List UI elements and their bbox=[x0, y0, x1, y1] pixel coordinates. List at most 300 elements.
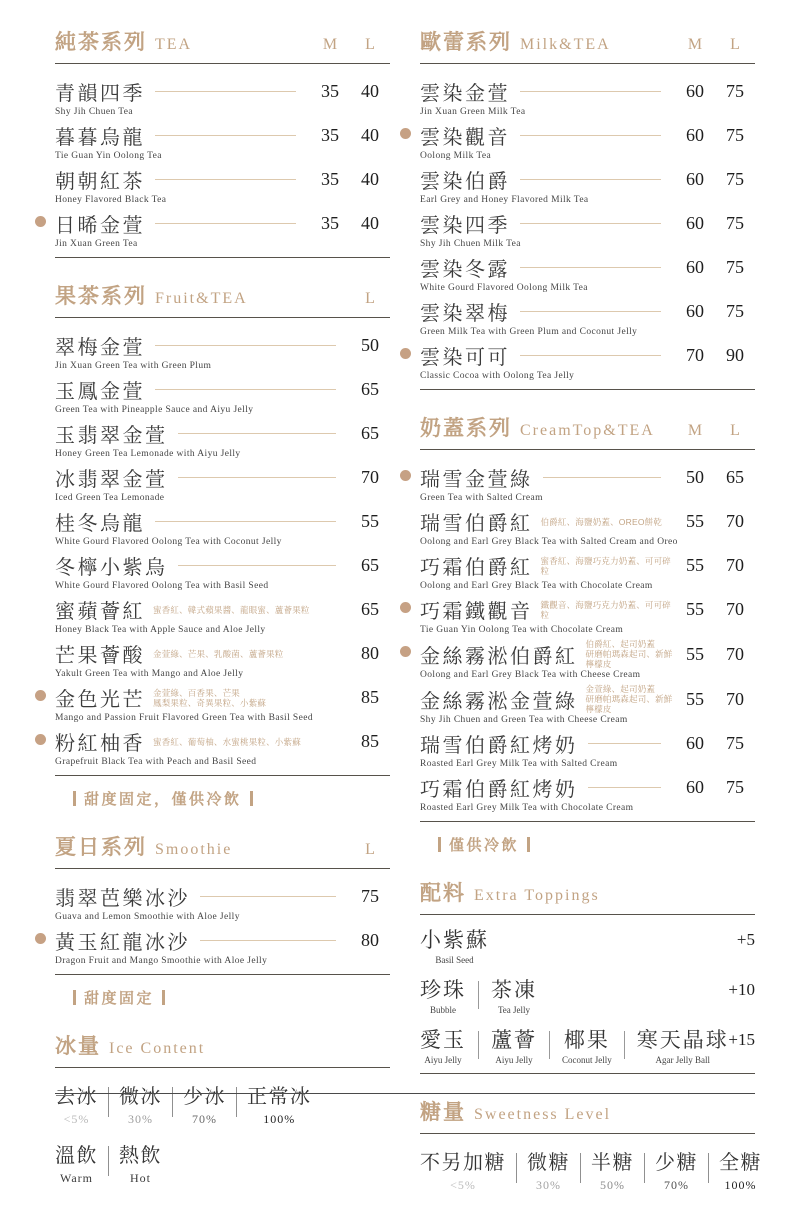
topping-option bbox=[637, 1028, 729, 1065]
item-price: 55 bbox=[686, 688, 704, 709]
item-price: 40 bbox=[361, 169, 379, 189]
item-prices bbox=[675, 733, 755, 754]
section-title: 果茶系列 bbox=[55, 285, 147, 308]
leader-line bbox=[155, 345, 336, 346]
item-price: 75 bbox=[726, 301, 744, 321]
item-name: 瑞雪金萱綠 bbox=[420, 469, 533, 491]
menu-item bbox=[420, 639, 755, 680]
item-name: 翠梅金萱 bbox=[55, 337, 145, 359]
item-price: 75 bbox=[726, 257, 744, 277]
item-name: 巧霜伯爵紅烤奶 bbox=[420, 779, 578, 801]
item-prices bbox=[310, 213, 390, 234]
section-milk-tea bbox=[420, 26, 755, 390]
size-columns bbox=[675, 36, 755, 54]
size-columns bbox=[675, 422, 755, 440]
menu-item-main bbox=[55, 882, 390, 911]
item-price: 35 bbox=[321, 169, 339, 189]
menu-item bbox=[420, 341, 755, 381]
item-english-name: Dragon Fruit and Mango Smoothie with Aloe Jelly bbox=[55, 956, 268, 966]
item-ingredients-note bbox=[153, 649, 350, 659]
item-price: 60 bbox=[686, 81, 704, 101]
item-prices bbox=[675, 81, 755, 102]
option-ice-content bbox=[247, 1084, 312, 1127]
leader-line bbox=[520, 311, 661, 312]
menu-item bbox=[420, 463, 755, 503]
section-pure-tea bbox=[55, 26, 390, 258]
item-name: 巧霜鐵觀音 bbox=[420, 601, 533, 623]
item-price: 35 bbox=[321, 81, 339, 101]
item-name: 瑞雪伯爵紅烤奶 bbox=[420, 735, 578, 757]
item-english-name: Shy Jih Chuen and Green Tea with Cheese Cream bbox=[420, 715, 628, 725]
topping-divider bbox=[549, 1031, 550, 1059]
item-price: 55 bbox=[686, 643, 704, 664]
menu-item-main bbox=[420, 773, 755, 802]
menu-item bbox=[55, 551, 390, 591]
menu-item bbox=[55, 121, 390, 161]
item-price: 70 bbox=[726, 688, 744, 709]
menu-item bbox=[55, 209, 390, 249]
topping-price: +15 bbox=[728, 1030, 755, 1049]
size-column-label: L bbox=[365, 841, 375, 858]
menu-item-main bbox=[55, 595, 390, 624]
item-prices bbox=[350, 511, 390, 532]
topping-divider bbox=[478, 981, 479, 1009]
item-name: 青韻四季 bbox=[55, 83, 145, 105]
option-label: 半糖 bbox=[591, 1152, 634, 1174]
item-prices bbox=[350, 335, 390, 356]
item-prices bbox=[350, 423, 390, 444]
item-price: 70 bbox=[361, 467, 379, 487]
leader-line bbox=[520, 91, 661, 92]
item-prices bbox=[675, 169, 755, 190]
leader-line bbox=[155, 179, 296, 180]
item-prices bbox=[675, 345, 755, 366]
menu-item bbox=[420, 595, 755, 635]
item-english-name: Oolong Milk Tea bbox=[420, 151, 492, 161]
item-prices bbox=[310, 169, 390, 190]
leader-line bbox=[178, 565, 337, 566]
option-label: 微冰 bbox=[119, 1086, 162, 1108]
option-sublabel: <5% bbox=[450, 1178, 476, 1192]
leader-line bbox=[155, 223, 296, 224]
item-ingredients-note bbox=[586, 639, 676, 669]
item-price: 75 bbox=[726, 777, 744, 797]
item-prices bbox=[310, 81, 390, 102]
item-prices bbox=[350, 467, 390, 488]
item-name: 朝朝紅茶 bbox=[55, 171, 145, 193]
menu-item-main bbox=[55, 463, 390, 492]
footnote-bar bbox=[438, 837, 441, 852]
column-left bbox=[55, 26, 390, 1208]
item-price: 80 bbox=[361, 643, 379, 663]
recommended-dot bbox=[400, 128, 411, 139]
footnote-text: 僅供冷飲 bbox=[449, 837, 520, 854]
topping-english-name: Basil Seed bbox=[435, 955, 474, 965]
item-english-name: Honey Green Tea Lemonade with Aiyu Jelly bbox=[55, 449, 241, 459]
item-name: 冰翡翠金萱 bbox=[55, 469, 168, 491]
item-prices bbox=[675, 777, 755, 798]
menu-item-main bbox=[420, 341, 755, 370]
option-sublabel: 30% bbox=[128, 1112, 153, 1126]
section-header-cream-top bbox=[420, 412, 755, 450]
section-subtitle: Smoothie bbox=[155, 841, 233, 858]
leader-line bbox=[155, 521, 336, 522]
topping-name: 茶凍 bbox=[491, 979, 537, 1002]
item-price: 70 bbox=[686, 345, 704, 365]
section-divider bbox=[420, 821, 755, 822]
item-price: 40 bbox=[361, 81, 379, 101]
menu-item bbox=[55, 926, 390, 966]
topping-english-name: Agar Jelly Ball bbox=[655, 1055, 710, 1065]
menu-item bbox=[420, 297, 755, 337]
option-label: 正常冰 bbox=[247, 1086, 312, 1108]
item-english-name: Jin Xuan Green Tea bbox=[55, 239, 138, 249]
menu-item-main bbox=[55, 727, 390, 756]
section-header-fruit-tea bbox=[55, 280, 390, 318]
topping-option bbox=[491, 978, 537, 1015]
item-price: 85 bbox=[361, 687, 379, 707]
item-prices bbox=[350, 643, 390, 664]
topping-name: 愛玉 bbox=[420, 1029, 466, 1052]
section-footnote bbox=[73, 987, 390, 1008]
size-column-label: L bbox=[365, 290, 375, 307]
footnote-bar bbox=[527, 837, 530, 852]
leader-line bbox=[200, 940, 336, 941]
item-price: 50 bbox=[361, 335, 379, 355]
menu-item-main bbox=[420, 165, 755, 194]
item-price: 55 bbox=[686, 599, 704, 619]
note-line: 金萱綠、芒果、乳酸菌、蘆薈果粒 bbox=[153, 648, 284, 659]
item-english-name: Honey Flavored Black Tea bbox=[55, 195, 167, 205]
section-header-sweetness-level bbox=[420, 1096, 755, 1134]
item-prices bbox=[675, 467, 755, 488]
topping-option bbox=[562, 1028, 612, 1065]
item-price: 35 bbox=[321, 125, 339, 145]
item-price: 70 bbox=[726, 599, 744, 619]
recommended-dot bbox=[35, 690, 46, 701]
item-name: 翡翠芭樂冰沙 bbox=[55, 888, 190, 910]
option-divider bbox=[708, 1153, 709, 1183]
topping-option bbox=[420, 1028, 466, 1065]
leader-line bbox=[520, 135, 661, 136]
topping-name: 珍珠 bbox=[420, 979, 466, 1002]
topping-name: 椰果 bbox=[563, 1029, 610, 1052]
menu-item-main bbox=[55, 639, 390, 668]
option-sweetness-level bbox=[655, 1150, 698, 1193]
section-divider bbox=[55, 775, 390, 776]
item-name: 雲染觀音 bbox=[420, 127, 510, 149]
section-footnote bbox=[73, 788, 390, 809]
option-divider bbox=[516, 1153, 517, 1183]
item-ingredients-note bbox=[153, 605, 350, 615]
option-label: 全糖 bbox=[719, 1152, 762, 1174]
section-footnote bbox=[438, 834, 755, 855]
item-price: 40 bbox=[361, 125, 379, 145]
item-prices bbox=[350, 599, 390, 620]
option-sweetness-level bbox=[719, 1150, 762, 1193]
item-price: 40 bbox=[361, 213, 379, 233]
menu-item bbox=[420, 729, 755, 769]
option-row bbox=[420, 1150, 762, 1193]
menu-item bbox=[55, 165, 390, 205]
item-english-name: White Gourd Flavored Oolong Tea with Basil Seed bbox=[55, 581, 269, 591]
item-prices bbox=[350, 930, 390, 951]
menu-item-main bbox=[420, 507, 755, 536]
item-english-name: Green Milk Tea with Green Plum and Coconut Jelly bbox=[420, 327, 638, 337]
option-sublabel: <5% bbox=[63, 1112, 90, 1126]
recommended-dot bbox=[400, 470, 411, 481]
topping-price: +5 bbox=[736, 930, 755, 949]
menu-item bbox=[55, 727, 390, 767]
item-name: 粉紅柚香 bbox=[55, 733, 145, 755]
item-prices bbox=[675, 689, 755, 710]
menu-item bbox=[420, 165, 755, 205]
option-label: 少冰 bbox=[183, 1086, 226, 1108]
option-label: 微糖 bbox=[527, 1152, 570, 1174]
size-column-label: M bbox=[322, 36, 338, 53]
size-column-label: M bbox=[687, 422, 703, 439]
item-prices bbox=[675, 644, 755, 665]
item-english-name: Shy Jih Chuen Tea bbox=[55, 107, 133, 117]
item-name: 蜜蘋薈紅 bbox=[55, 601, 145, 623]
topping-english-name: Tea Jelly bbox=[497, 1005, 531, 1015]
section-smoothie bbox=[55, 831, 390, 1008]
item-english-name: Iced Green Tea Lemonade bbox=[55, 493, 165, 503]
option-ice-content bbox=[55, 1143, 98, 1186]
topping-divider bbox=[478, 1031, 479, 1059]
item-name: 雲染伯爵 bbox=[420, 171, 510, 193]
item-price: 90 bbox=[726, 345, 744, 365]
section-divider bbox=[55, 257, 390, 258]
option-sweetness-level bbox=[591, 1150, 634, 1193]
item-price: 65 bbox=[361, 555, 379, 575]
menu-item bbox=[420, 507, 755, 547]
item-english-name: Roasted Earl Grey Milk Tea with Chocolate Cream bbox=[420, 803, 634, 813]
item-prices bbox=[675, 301, 755, 322]
option-ice-content bbox=[119, 1084, 162, 1127]
item-prices bbox=[350, 687, 390, 708]
item-english-name: Green Tea with Pineapple Sauce and Aiyu Jelly bbox=[55, 405, 254, 415]
topping-row bbox=[420, 928, 755, 965]
section-subtitle: Milk&TEA bbox=[520, 36, 611, 53]
section-ice-content bbox=[55, 1030, 390, 1186]
topping-row bbox=[420, 978, 755, 1015]
topping-option bbox=[491, 1028, 537, 1065]
item-price: 60 bbox=[686, 777, 704, 797]
option-divider bbox=[236, 1087, 237, 1117]
item-english-name: Shy Jih Chuen Milk Tea bbox=[420, 239, 521, 249]
menu-item bbox=[55, 463, 390, 503]
topping-english-name: Coconut Jelly bbox=[562, 1055, 612, 1065]
item-english-name: Jin Xuan Green Tea with Green Plum bbox=[55, 361, 212, 371]
item-name: 暮暮烏龍 bbox=[55, 127, 145, 149]
leader-line bbox=[588, 787, 662, 788]
menu-item bbox=[55, 507, 390, 547]
menu-item bbox=[420, 253, 755, 293]
topping-english-name: Bubble bbox=[430, 1005, 456, 1015]
menu-item bbox=[55, 595, 390, 635]
item-english-name: Oolong and Earl Grey Black Tea with Salted Cream and Oreo bbox=[420, 537, 678, 547]
item-price: 75 bbox=[361, 886, 379, 906]
item-name: 金絲霧淞伯爵紅 bbox=[420, 645, 578, 668]
section-title: 歐蕾系列 bbox=[420, 31, 512, 54]
menu-item-main bbox=[55, 551, 390, 580]
note-line: 伯爵紅、起司奶蓋 bbox=[585, 639, 656, 649]
recommended-dot bbox=[400, 348, 411, 359]
option-label: 熱飲 bbox=[119, 1145, 162, 1167]
section-title: 配料 bbox=[420, 882, 466, 905]
section-extra-toppings bbox=[420, 877, 755, 1074]
size-column-label: L bbox=[730, 422, 740, 439]
menu-item-main bbox=[55, 331, 390, 360]
option-ice-content bbox=[183, 1084, 226, 1127]
menu-item-main bbox=[55, 683, 390, 712]
item-prices bbox=[350, 886, 390, 907]
menu-item bbox=[420, 209, 755, 249]
item-english-name: Tie Guan Yin Oolong Tea with Chocolate Cream bbox=[420, 625, 624, 635]
item-price: 75 bbox=[726, 81, 744, 101]
item-name: 日晞金萱 bbox=[55, 215, 145, 237]
note-line: 金萱綠、起司奶蓋 bbox=[585, 684, 656, 694]
topping-option bbox=[420, 928, 489, 965]
topping-price: +10 bbox=[728, 980, 755, 999]
section-title: 糖量 bbox=[420, 1101, 466, 1124]
menu-item bbox=[420, 121, 755, 161]
item-name: 雲染金萱 bbox=[420, 83, 510, 105]
item-price: 70 bbox=[726, 555, 744, 575]
item-english-name: White Gourd Flavored Oolong Tea with Coconut Jelly bbox=[55, 537, 282, 547]
item-ingredients-note bbox=[541, 517, 676, 527]
item-price: 65 bbox=[361, 379, 379, 399]
footnote-text: 甜度固定，僅供冷飲 bbox=[84, 791, 242, 808]
item-english-name: Honey Black Tea with Apple Sauce and Aloe Jelly bbox=[55, 625, 266, 635]
menu-item bbox=[420, 77, 755, 117]
note-line: 鳳梨果粒、奇異果粒、小紫蘇 bbox=[153, 697, 267, 708]
item-prices bbox=[350, 555, 390, 576]
option-label: 溫飲 bbox=[55, 1145, 98, 1167]
item-name: 玉鳳金萱 bbox=[55, 381, 145, 403]
section-title: 冰量 bbox=[55, 1035, 101, 1058]
leader-line bbox=[520, 223, 661, 224]
topping-row bbox=[420, 1028, 755, 1065]
topping-option bbox=[420, 978, 466, 1015]
item-ingredients-note bbox=[586, 684, 676, 714]
menu-item-main bbox=[420, 684, 755, 714]
note-line: 伯爵紅、海鹽奶蓋、OREO餅乾 bbox=[540, 516, 663, 527]
item-prices bbox=[675, 555, 755, 576]
item-name: 芒果薈酸 bbox=[55, 645, 145, 667]
topping-name: 小紫蘇 bbox=[420, 929, 489, 952]
note-line: 蜜香紅、韓式蘋果醬、龍眼蜜、蘆薈果粒 bbox=[153, 604, 310, 615]
leader-line bbox=[520, 179, 661, 180]
menu-item bbox=[420, 684, 755, 725]
menu-item-main bbox=[420, 253, 755, 282]
menu-item bbox=[55, 683, 390, 723]
note-line: 研磨帕瑪森起司、新鮮檸檬皮 bbox=[585, 649, 673, 669]
item-price: 60 bbox=[686, 301, 704, 321]
section-subtitle: CreamTop&TEA bbox=[520, 422, 655, 439]
item-price: 85 bbox=[361, 731, 379, 751]
item-price: 75 bbox=[726, 125, 744, 145]
item-price: 55 bbox=[361, 511, 379, 531]
recommended-dot bbox=[35, 216, 46, 227]
option-sublabel: Hot bbox=[130, 1171, 151, 1185]
menu-item-main bbox=[55, 209, 390, 238]
section-fruit-tea bbox=[55, 280, 390, 809]
item-prices bbox=[310, 125, 390, 146]
section-divider bbox=[55, 974, 390, 975]
footnote-bar bbox=[250, 791, 253, 806]
item-ingredients-note bbox=[153, 737, 350, 747]
item-ingredients-note bbox=[153, 688, 350, 708]
option-sublabel: 30% bbox=[536, 1178, 561, 1192]
size-columns bbox=[350, 841, 390, 859]
item-english-name: Jin Xuan Green Milk Tea bbox=[420, 107, 526, 117]
leader-line bbox=[155, 91, 296, 92]
menu-item-main bbox=[55, 507, 390, 536]
item-name: 桂冬烏龍 bbox=[55, 513, 145, 535]
recommended-dot bbox=[35, 734, 46, 745]
item-name: 雲染可可 bbox=[420, 347, 510, 369]
footnote-bar bbox=[73, 990, 76, 1005]
item-prices bbox=[675, 213, 755, 234]
menu-item bbox=[55, 77, 390, 117]
topping-name: 蘆薈 bbox=[491, 1029, 537, 1052]
note-line: 蜜香紅、海鹽巧克力奶蓋、可可碎粒 bbox=[540, 555, 672, 576]
leader-line bbox=[155, 135, 296, 136]
section-cream-top bbox=[420, 412, 755, 855]
topping-english-name: Aiyu Jelly bbox=[424, 1055, 462, 1065]
option-ice-content bbox=[55, 1084, 98, 1127]
item-ingredients-note bbox=[541, 556, 676, 576]
item-prices bbox=[350, 379, 390, 400]
leader-line bbox=[543, 477, 662, 478]
menu-item-main bbox=[420, 729, 755, 758]
item-price: 60 bbox=[686, 733, 704, 753]
section-subtitle: Sweetness Level bbox=[474, 1106, 612, 1123]
item-name: 瑞雪伯爵紅 bbox=[420, 513, 533, 535]
size-columns bbox=[310, 36, 390, 54]
item-english-name: Yakult Green Tea with Mango and Aloe Jelly bbox=[55, 669, 244, 679]
item-price: 60 bbox=[686, 125, 704, 145]
leader-line bbox=[178, 433, 337, 434]
item-ingredients-note bbox=[541, 600, 676, 620]
item-price: 35 bbox=[321, 213, 339, 233]
leader-line bbox=[200, 896, 336, 897]
item-price: 65 bbox=[361, 599, 379, 619]
topping-divider bbox=[624, 1031, 625, 1059]
item-english-name: Grapefruit Black Tea with Peach and Basil Seed bbox=[55, 757, 257, 767]
section-header-ice-content bbox=[55, 1030, 390, 1068]
menu-item bbox=[55, 419, 390, 459]
menu-item bbox=[420, 551, 755, 591]
option-row bbox=[55, 1084, 390, 1127]
item-prices bbox=[350, 731, 390, 752]
menu-item-main bbox=[420, 551, 755, 580]
item-name: 金絲霧淞金萱綠 bbox=[420, 690, 578, 713]
option-row bbox=[55, 1143, 390, 1186]
item-price: 75 bbox=[726, 213, 744, 233]
note-line: 金萱綠、百香果、芒果 bbox=[153, 687, 241, 698]
section-divider bbox=[420, 1073, 755, 1074]
item-english-name: Oolong and Earl Grey Black Tea with Chocolate Cream bbox=[420, 581, 653, 591]
item-prices bbox=[675, 511, 755, 532]
item-english-name: Guava and Lemon Smoothie with Aloe Jelly bbox=[55, 912, 240, 922]
footnote-bar bbox=[162, 990, 165, 1005]
item-price: 60 bbox=[686, 213, 704, 233]
recommended-dot bbox=[400, 646, 411, 657]
leader-line bbox=[520, 355, 661, 356]
